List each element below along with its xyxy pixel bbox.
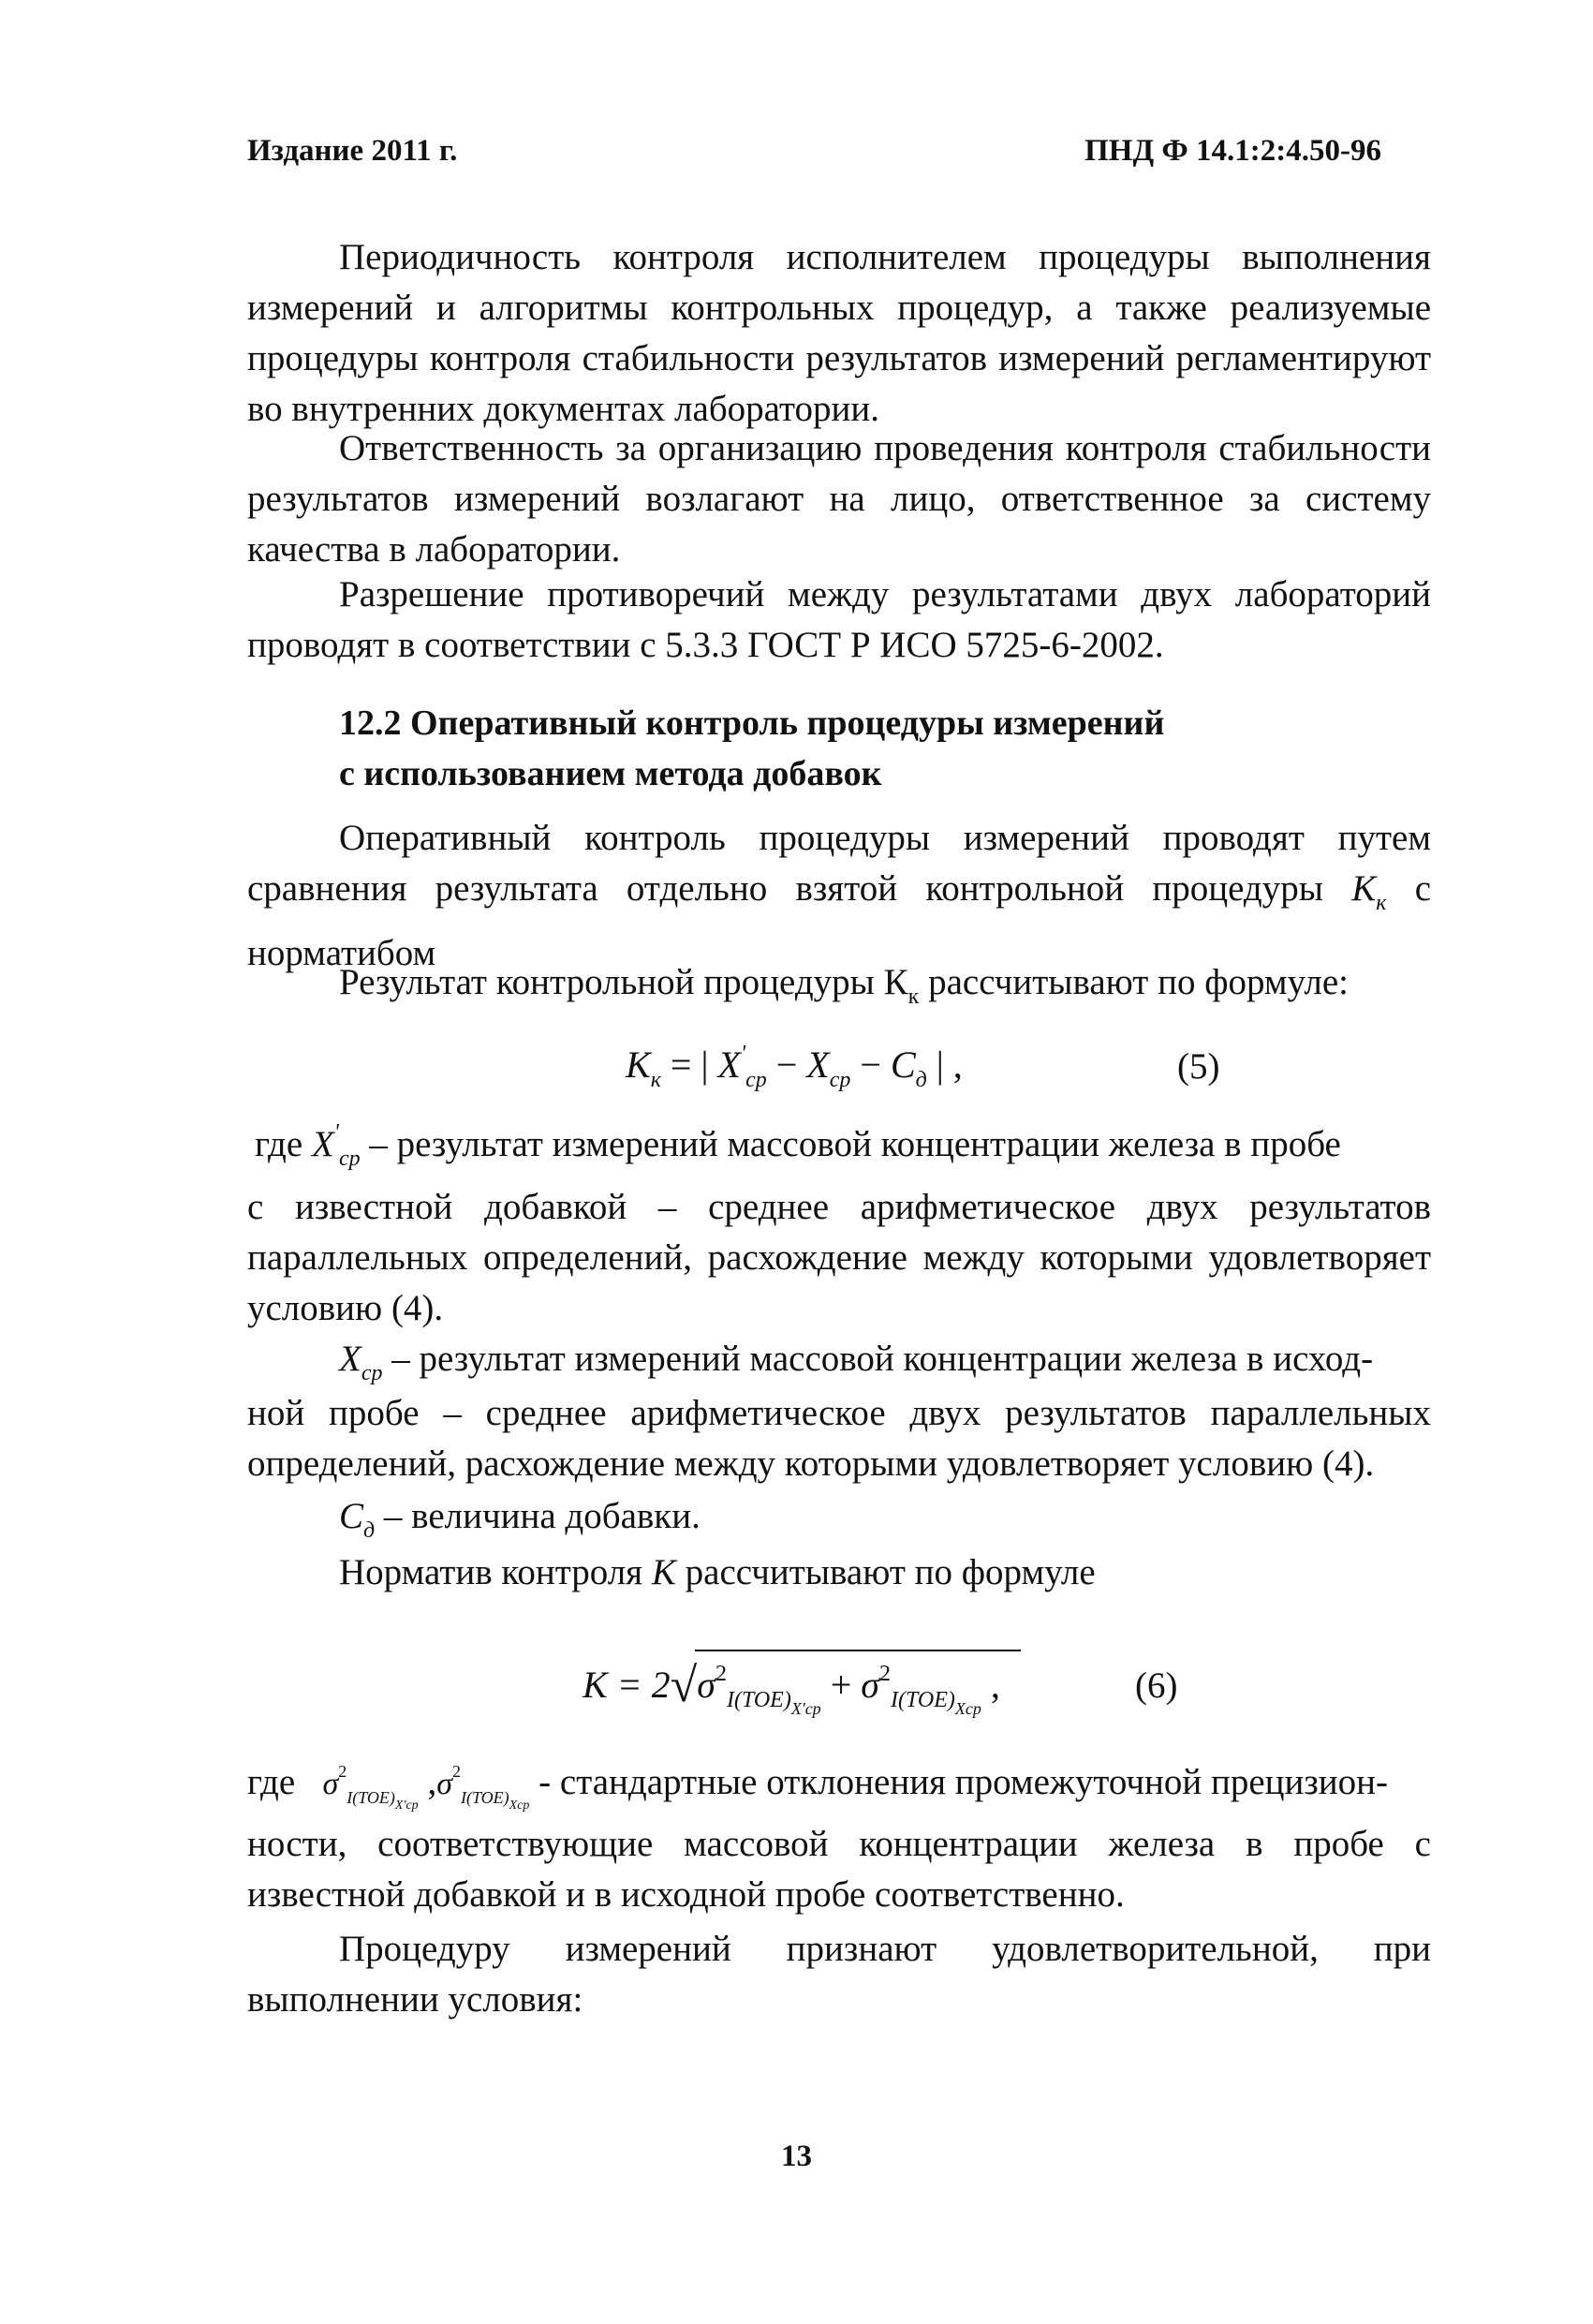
paragraph-norm-intro: Норматив контроля K рассчитывают по формуле — [339, 1552, 1096, 1592]
definition-xcp-line1: $X_{ср}$ – результат измерений массовой концентрации железа в исход- — [339, 1339, 1374, 1385]
definition-cd: $C_д$ – величина добавки. — [339, 1496, 701, 1543]
paragraph-periodicity: Периодичность контроля исполнителем процедуры выполнения измерений и алгоритмы контрольных процедур, а также реализуемые процедуры контроля стабильности результатов измерений регламентируют во внутренних документах лаборатории. — [247, 237, 1431, 429]
formula-6: $K = 2√\sigma^2_{I(TOE)X'ср} + \sigma^2_{I(TOE)Xср}$ , — [583, 1659, 1000, 1718]
equation-number-5: (5) — [1177, 1046, 1220, 1087]
paragraph-acceptance-condition: Процедуру измерений признают удовлетворительной, при выполнении условия: — [247, 1929, 1431, 2020]
definition-xcp-prime-rest: с известной добавкой – среднее арифметическое двух результатов параллельных определений, расхождение между которыми удовлетворяет условию (4). — [247, 1187, 1431, 1328]
formula-5: $K_к$ = | $X'_{ср} - X_{ср} - C_д$ | , — [626, 1042, 963, 1092]
paragraph-responsibility: Ответственность за организацию проведения контроля стабильности результатов измерений возлагают на лицо, ответственное за систему качества в лаборатории. — [247, 428, 1431, 570]
cd-symbol: $C_д$ — [339, 1496, 376, 1543]
equation-number-6: (6) — [1135, 1665, 1178, 1706]
definition-xcp-rest: ной пробе – среднее арифметическое двух результатов параллельных определений, расхождение между которыми удовлетворяет условию (4). — [247, 1393, 1431, 1484]
p4-tail: с норматибом — [247, 868, 1432, 973]
xcp-symbol: $X_{ср}$ — [339, 1339, 383, 1385]
section-heading — [339, 698, 1276, 799]
definition-sigma-rest: ности, соответствующие массовой концентрации железа в пробе с известной добавкой и в исходной пробе соответственно. — [247, 1824, 1431, 1915]
sqrt-overbar — [695, 1650, 1021, 1651]
definition-sigma-line1: где $\sigma^2_{I(TOE)X'ср}$ $,\sigma^2_{I(TOE)Xср}$ - стандартные отклонения промежуточной прецизион- — [247, 1762, 1389, 1813]
paragraph-result-formula-intro: Результат контрольной процедуры $К_к$ рассчитывают по формуле: — [339, 962, 1349, 1009]
sigma-prime-symbol: $\sigma^2_{I(TOE)X'ср}$ — [322, 1762, 419, 1813]
definition-xcp-prime-line1: где $X'_{ср}$ – результат измерений массовой концентрации железа в пробе — [255, 1120, 1341, 1171]
document-code-header: ПНД Ф 14.1:2:4.50-96 — [1084, 134, 1381, 168]
p4-text: Оперативный контроль процедуры измерений проводят путем сравнения результата отдельно взятой контрольной процедуры — [247, 818, 1431, 909]
sigma-symbol: $\sigma^2_{I(TOE)Xср}$ — [436, 1762, 530, 1813]
kk-symbol: $K_к$ — [1351, 868, 1387, 915]
xcp-prime-symbol: $X'_{ср}$ — [311, 1120, 361, 1171]
page-number: 13 — [781, 2139, 812, 2173]
paragraph-operational-control — [247, 813, 1431, 979]
sqrt-sign: √ — [670, 1659, 698, 1712]
section-heading-line2: с использованием метода добавок — [339, 754, 882, 793]
edition-header: Издание 2011 г. — [247, 134, 458, 168]
section-heading-line1: 12.2 Оперативный контроль процедуры измерений — [339, 703, 1165, 743]
paragraph-disputes: Разрешение противоречий между результатами двух лабораторий проводят в соответствии с 5.3.3 ГОСТ Р ИСО 5725-6-2002. — [247, 574, 1431, 665]
